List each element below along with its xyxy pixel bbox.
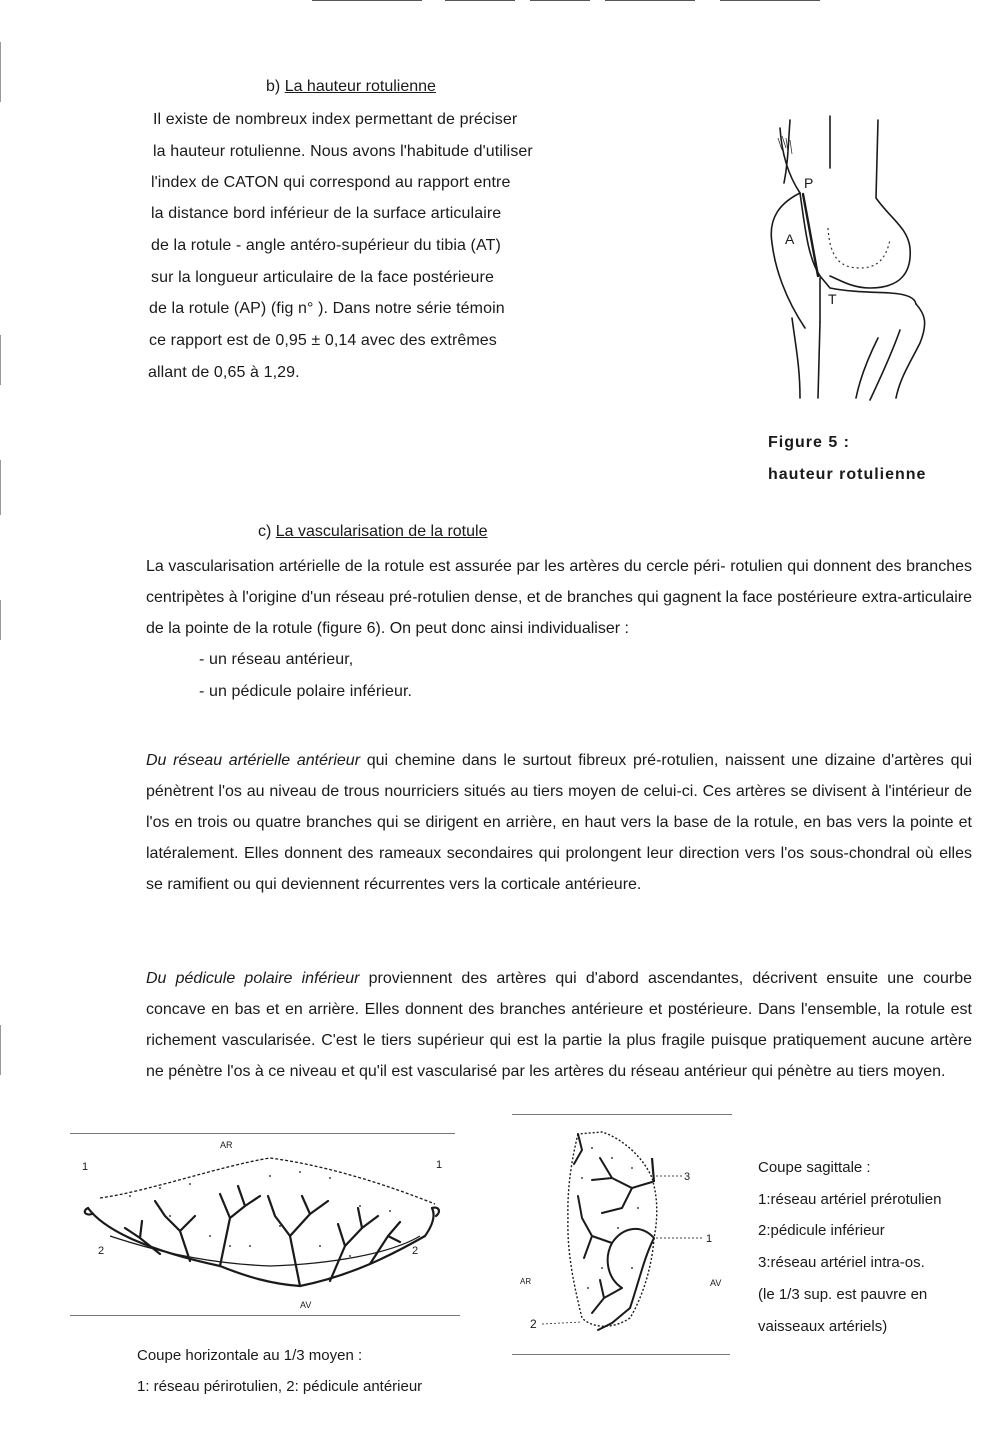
section-b-line: Il existe de nombreux index permettant de préciser <box>153 111 518 128</box>
scan-left-edge-2 <box>0 335 1 385</box>
figure-5-label-t: T <box>828 291 837 307</box>
figure-5-caption-line2: hauteur rotulienne <box>768 466 927 483</box>
horizontal-label-2-right: 2 <box>412 1245 419 1257</box>
scan-left-edge-4 <box>0 600 1 640</box>
sagittal-caption-title: Coupe sagittale : <box>758 1159 871 1176</box>
scan-top-rule-1 <box>312 0 422 1</box>
list-item: - un réseau antérieur, <box>199 651 354 668</box>
paragraph-2-text: qui chemine dans le surtout fibreux pré-rotulien, naissent une dizaine d'artères qui pénètrent l'os au niveau de trous nourriciers situés au tiers moyen de celui-ci. Ces artères se divisent à l'intérieur de l'os en trois ou quatre branches qui se dirigent en arrière, en haut vers la base de la rotule, en bas vers la pointe et latéralement. Elles donnent des rameaux secondaires qui prolongent leur direction vers l'os sous-chondral où elles se ramifient ou qui deviennent récurrentes vers la corticale antérieure. <box>146 752 972 893</box>
figure-horizontal-bottom-rule <box>70 1315 460 1316</box>
sagittal-label-av: AV <box>710 1278 722 1288</box>
sagittal-label-2: 2 <box>530 1317 537 1331</box>
figure-horizontal-section-drawing <box>70 1136 460 1314</box>
section-b-line: la hauteur rotulienne. Nous avons l'habitude d'utiliser <box>153 143 533 160</box>
scan-top-rule-2 <box>445 0 515 1</box>
section-c-intro <box>146 551 972 644</box>
section-b-line: la distance bord inférieur de la surface articulaire <box>151 205 502 222</box>
paragraph-pedicule-polaire <box>146 963 972 1087</box>
scan-top-rule-5 <box>720 0 820 1</box>
sagittal-caption-item: vaisseaux artériels) <box>758 1318 888 1335</box>
sagittal-caption-item: (le 1/3 sup. est pauvre en <box>758 1286 928 1303</box>
section-b-label: b) <box>266 78 281 95</box>
horizontal-label-2-left: 2 <box>98 1245 105 1257</box>
scan-left-edge-1 <box>0 42 1 102</box>
paragraph-3-lead: Du pédicule polaire inférieur <box>146 970 360 987</box>
sagittal-caption-item: 2:pédicule inférieur <box>758 1222 885 1239</box>
paragraph-reseau-anterieur <box>146 745 972 900</box>
section-b-line: de la rotule - angle antéro-supérieur du tibia (AT) <box>151 237 501 254</box>
sagittal-caption-item: 3:réseau artériel intra-os. <box>758 1254 925 1271</box>
paragraph-3-text: proviennent des artères qui d'abord ascendantes, décrivent ensuite une courbe concave en bas et en arrière. Elles donnent des branches antérieure et postérieure. Dans l'ensemble, la rotule est richement vascularisée. C'est le tiers supérieur qui est la partie la plus fragile puisque pratiquement aucune artère ne pénètre l'os à ce niveau et qu'il est vascularisé par les artères du réseau antérieur qui pénètre au tiers moyen. <box>146 970 972 1080</box>
horizontal-label-1-left: 1 <box>82 1161 89 1173</box>
paragraph-2-lead: Du réseau artérielle antérieur <box>146 752 361 769</box>
sagittal-label-3: 3 <box>684 1171 691 1183</box>
figure-5-caption-line1: Figure 5 : <box>768 434 851 451</box>
section-b-line: l'index de CATON qui correspond au rapport entre <box>151 174 511 191</box>
section-b-title: La hauteur rotulienne <box>284 78 436 95</box>
scan-top-rule-3 <box>530 0 590 1</box>
sagittal-caption-item: 1:réseau artériel prérotulien <box>758 1191 942 1208</box>
figure-sagittal-bottom-rule <box>512 1354 730 1355</box>
list-item: - un pédicule polaire inférieur. <box>199 683 413 700</box>
section-b-line: ce rapport est de 0,95 ± 0,14 avec des extrêmes <box>149 332 497 349</box>
scan-left-edge-5 <box>0 1025 1 1075</box>
section-b-line: de la rotule (AP) (fig n° ). Dans notre série témoin <box>149 300 505 317</box>
section-b-heading <box>266 78 436 96</box>
sagittal-label-ar: AR <box>520 1277 532 1286</box>
figure-horizontal-top-rule <box>70 1133 455 1134</box>
scan-top-rule-4 <box>605 0 695 1</box>
figure-sagittal-section-drawing <box>512 1118 732 1350</box>
horizontal-label-av: AV <box>300 1300 312 1310</box>
section-c-intro-text: La vascularisation artérielle de la rotule est assurée par les artères du cercle péri- rotulien qui donnent des branches centripètes à l'origine d'un réseau pré-rotulien dense, et de branches qui gagnent la face postérieure extra-articulaire de la pointe de la rotule (figure 6). On peut donc ainsi individualiser : <box>146 558 972 637</box>
figure-5-knee-drawing <box>760 108 950 408</box>
section-c-label: c) <box>258 523 272 540</box>
section-b-line: sur la longueur articulaire de la face postérieure <box>151 269 494 286</box>
horizontal-label-ar: AR <box>220 1140 233 1150</box>
section-c-title: La vascularisation de la rotule <box>275 523 488 540</box>
scan-left-edge-3 <box>0 460 1 515</box>
figure-sagittal-top-rule <box>512 1114 732 1115</box>
horizontal-caption-line2: 1: réseau périrotulien, 2: pédicule antérieur <box>137 1378 423 1395</box>
horizontal-caption-line1: Coupe horizontale au 1/3 moyen : <box>137 1347 363 1364</box>
figure-5-label-p: P <box>804 175 814 191</box>
section-c-heading <box>258 523 487 541</box>
horizontal-label-1-right: 1 <box>436 1159 443 1171</box>
section-b-line: allant de 0,65 à 1,29. <box>148 364 300 381</box>
sagittal-label-1: 1 <box>706 1233 713 1245</box>
figure-5-label-a: A <box>785 231 795 247</box>
